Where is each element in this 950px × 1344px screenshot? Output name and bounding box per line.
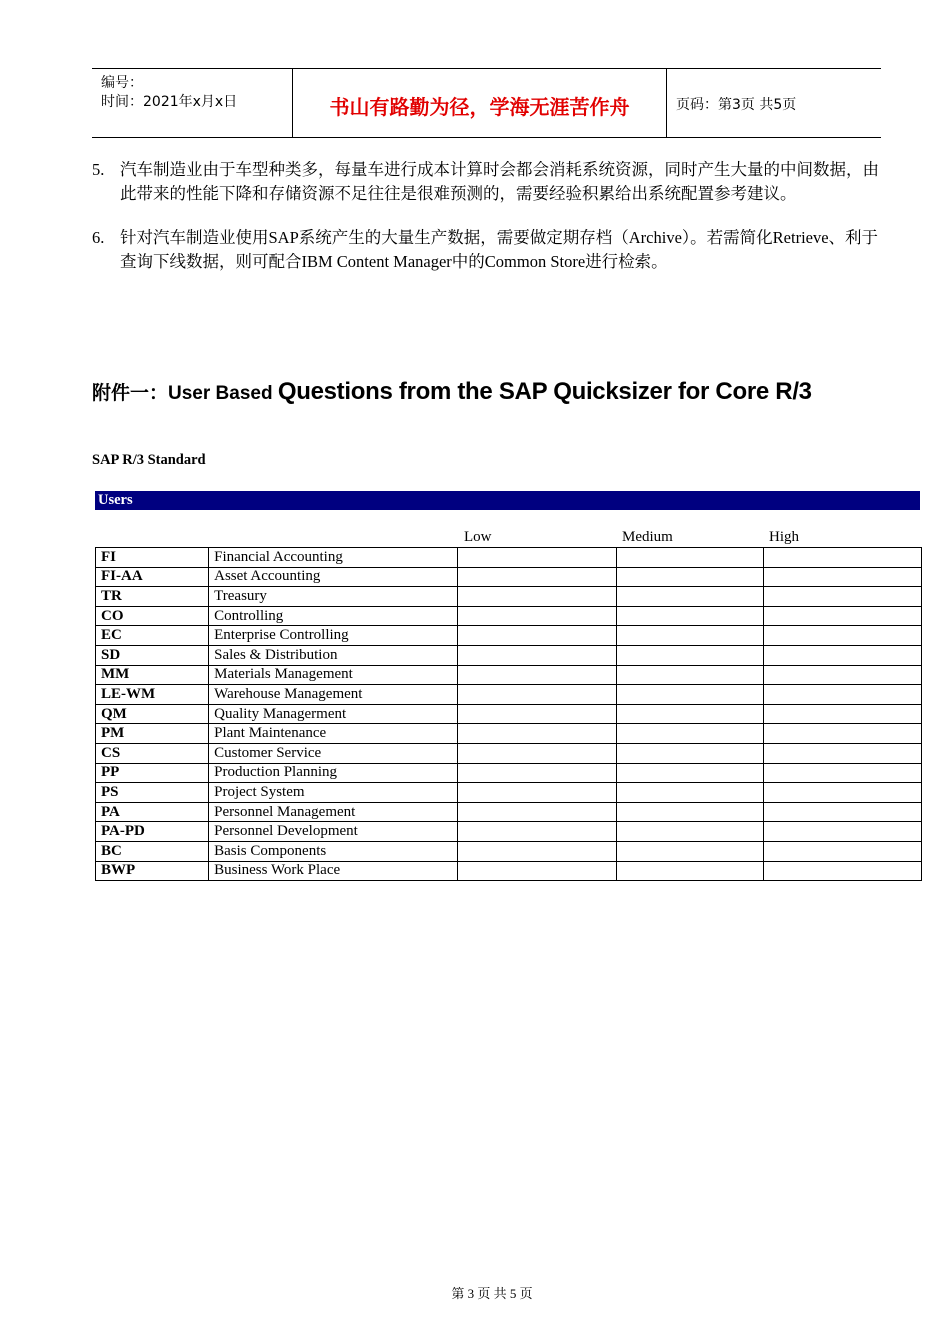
table-row <box>96 548 922 568</box>
table-row <box>96 606 922 626</box>
medium-users-cell[interactable] <box>616 665 763 685</box>
module-code-cell: SD <box>96 645 209 665</box>
page-footer <box>0 1283 950 1302</box>
medium-users-cell[interactable] <box>616 802 763 822</box>
module-name-cell: Asset Accounting <box>209 567 458 587</box>
low-users-cell[interactable] <box>458 587 616 607</box>
paragraph-number: 5. <box>92 160 105 179</box>
medium-users-cell[interactable] <box>616 822 763 842</box>
table-row <box>96 743 922 763</box>
module-name-cell: Personnel Development <box>209 822 458 842</box>
low-users-cell[interactable] <box>458 783 616 803</box>
high-users-cell[interactable] <box>763 587 921 607</box>
high-users-cell[interactable] <box>763 783 921 803</box>
appendix-title: Questions from the SAP Quicksizer for Core R/3 <box>277 378 812 405</box>
module-name-cell: Plant Maintenance <box>209 724 458 744</box>
header-meta-cell <box>92 69 292 137</box>
header-page-cell <box>666 69 881 137</box>
users-table-body <box>96 548 922 881</box>
appendix-heading <box>92 378 812 406</box>
table-row <box>96 861 922 881</box>
high-users-cell[interactable] <box>763 685 921 705</box>
module-code-cell: BWP <box>96 861 209 881</box>
table-row <box>96 841 922 861</box>
module-code-cell: CO <box>96 606 209 626</box>
medium-users-cell[interactable] <box>616 783 763 803</box>
low-users-cell[interactable] <box>458 743 616 763</box>
low-users-cell[interactable] <box>458 548 616 568</box>
module-code-cell: EC <box>96 626 209 646</box>
low-users-cell[interactable] <box>458 567 616 587</box>
module-code-cell: BC <box>96 841 209 861</box>
motto: 书山有路勤为径，学海无涯苦作舟 <box>329 95 630 119</box>
low-users-cell[interactable] <box>458 724 616 744</box>
date-label: 时间：2021年x月x日 <box>101 94 238 110</box>
medium-users-cell[interactable] <box>616 548 763 568</box>
module-name-cell: Business Work Place <box>209 861 458 881</box>
medium-users-cell[interactable] <box>616 861 763 881</box>
table-row <box>96 626 922 646</box>
medium-users-cell[interactable] <box>616 626 763 646</box>
high-users-cell[interactable] <box>763 861 921 881</box>
module-code-cell: FI <box>96 548 209 568</box>
module-name-cell: Controlling <box>209 606 458 626</box>
module-code-cell: PA-PD <box>96 822 209 842</box>
table-row <box>96 704 922 724</box>
module-name-cell: Sales & Distribution <box>209 645 458 665</box>
table-row <box>96 763 922 783</box>
medium-users-cell[interactable] <box>616 724 763 744</box>
module-code-cell: TR <box>96 587 209 607</box>
low-users-cell[interactable] <box>458 685 616 705</box>
high-users-cell[interactable] <box>763 645 921 665</box>
users-table <box>95 547 922 881</box>
high-users-cell[interactable] <box>763 665 921 685</box>
users-bar-label: Users <box>98 492 133 508</box>
module-name-cell: Project System <box>209 783 458 803</box>
low-users-cell[interactable] <box>458 626 616 646</box>
table-row <box>96 587 922 607</box>
medium-users-cell[interactable] <box>616 685 763 705</box>
medium-users-cell[interactable] <box>616 704 763 724</box>
page-number-label: 页码：第3页 共5页 <box>676 97 797 113</box>
low-users-cell[interactable] <box>458 606 616 626</box>
medium-users-cell[interactable] <box>616 841 763 861</box>
paragraph-5 <box>92 158 882 205</box>
table-row <box>96 685 922 705</box>
low-users-cell[interactable] <box>458 841 616 861</box>
medium-users-cell[interactable] <box>616 606 763 626</box>
paragraph-text: 汽车制造业由于车型种类多，每量车进行成本计算时会都会消耗系统资源，同时产生大量的中间数据，由此带来的性能下降和存储资源不足往往是很难预测的，需要经验积累给出系统配置参考建议。 <box>120 160 879 203</box>
users-bar <box>95 491 920 510</box>
high-users-cell[interactable] <box>763 841 921 861</box>
serial-label: 编号： <box>101 75 143 91</box>
high-users-cell[interactable] <box>763 606 921 626</box>
module-name-cell: Quality Managerment <box>209 704 458 724</box>
module-code-cell: QM <box>96 704 209 724</box>
table-row <box>96 567 922 587</box>
module-name-cell: Warehouse Management <box>209 685 458 705</box>
low-users-cell[interactable] <box>458 763 616 783</box>
medium-users-cell[interactable] <box>616 763 763 783</box>
appendix-prefix: 附件一：User Based <box>92 383 278 404</box>
paragraph-6 <box>92 226 882 273</box>
column-header-low: Low <box>464 529 492 545</box>
module-name-cell: Financial Accounting <box>209 548 458 568</box>
medium-users-cell[interactable] <box>616 567 763 587</box>
module-name-cell: Production Planning <box>209 763 458 783</box>
low-users-cell[interactable] <box>458 822 616 842</box>
high-users-cell[interactable] <box>763 822 921 842</box>
table-row <box>96 783 922 803</box>
module-code-cell: PA <box>96 802 209 822</box>
low-users-cell[interactable] <box>458 665 616 685</box>
low-users-cell[interactable] <box>458 704 616 724</box>
table-row <box>96 665 922 685</box>
module-name-cell: Personnel Management <box>209 802 458 822</box>
header-motto-cell <box>292 69 667 137</box>
page-header <box>92 68 881 138</box>
low-users-cell[interactable] <box>458 802 616 822</box>
high-users-cell[interactable] <box>763 763 921 783</box>
high-users-cell[interactable] <box>763 743 921 763</box>
medium-users-cell[interactable] <box>616 587 763 607</box>
medium-users-cell[interactable] <box>616 645 763 665</box>
module-name-cell: Enterprise Controlling <box>209 626 458 646</box>
module-code-cell: PS <box>96 783 209 803</box>
table-row <box>96 822 922 842</box>
module-name-cell: Materials Management <box>209 665 458 685</box>
module-name-cell: Customer Service <box>209 743 458 763</box>
module-code-cell: PM <box>96 724 209 744</box>
table-row <box>96 724 922 744</box>
module-code-cell: CS <box>96 743 209 763</box>
low-users-cell[interactable] <box>458 645 616 665</box>
module-code-cell: LE-WM <box>96 685 209 705</box>
medium-users-cell[interactable] <box>616 743 763 763</box>
high-users-cell[interactable] <box>763 626 921 646</box>
column-header-medium: Medium <box>622 529 673 545</box>
module-code-cell: PP <box>96 763 209 783</box>
high-users-cell[interactable] <box>763 567 921 587</box>
module-code-cell: FI-AA <box>96 567 209 587</box>
high-users-cell[interactable] <box>763 548 921 568</box>
table-row <box>96 645 922 665</box>
module-name-cell: Basis Components <box>209 841 458 861</box>
table-row <box>96 802 922 822</box>
module-name-cell: Treasury <box>209 587 458 607</box>
high-users-cell[interactable] <box>763 704 921 724</box>
column-header-high: High <box>769 529 799 545</box>
low-users-cell[interactable] <box>458 861 616 881</box>
module-code-cell: MM <box>96 665 209 685</box>
footer-page-number: 第 3 页 共 5 页 <box>451 1286 533 1301</box>
high-users-cell[interactable] <box>763 802 921 822</box>
paragraph-text: 针对汽车制造业使用SAP系统产生的大量生产数据，需要做定期存档（Archive）。若需简化Retrieve、利于查询下线数据，则可配合IBM Content Manager中的Common Store进行检索。 <box>120 228 879 271</box>
section-title: SAP R/3 Standard <box>92 452 206 468</box>
high-users-cell[interactable] <box>763 724 921 744</box>
paragraph-number: 6. <box>92 228 105 247</box>
